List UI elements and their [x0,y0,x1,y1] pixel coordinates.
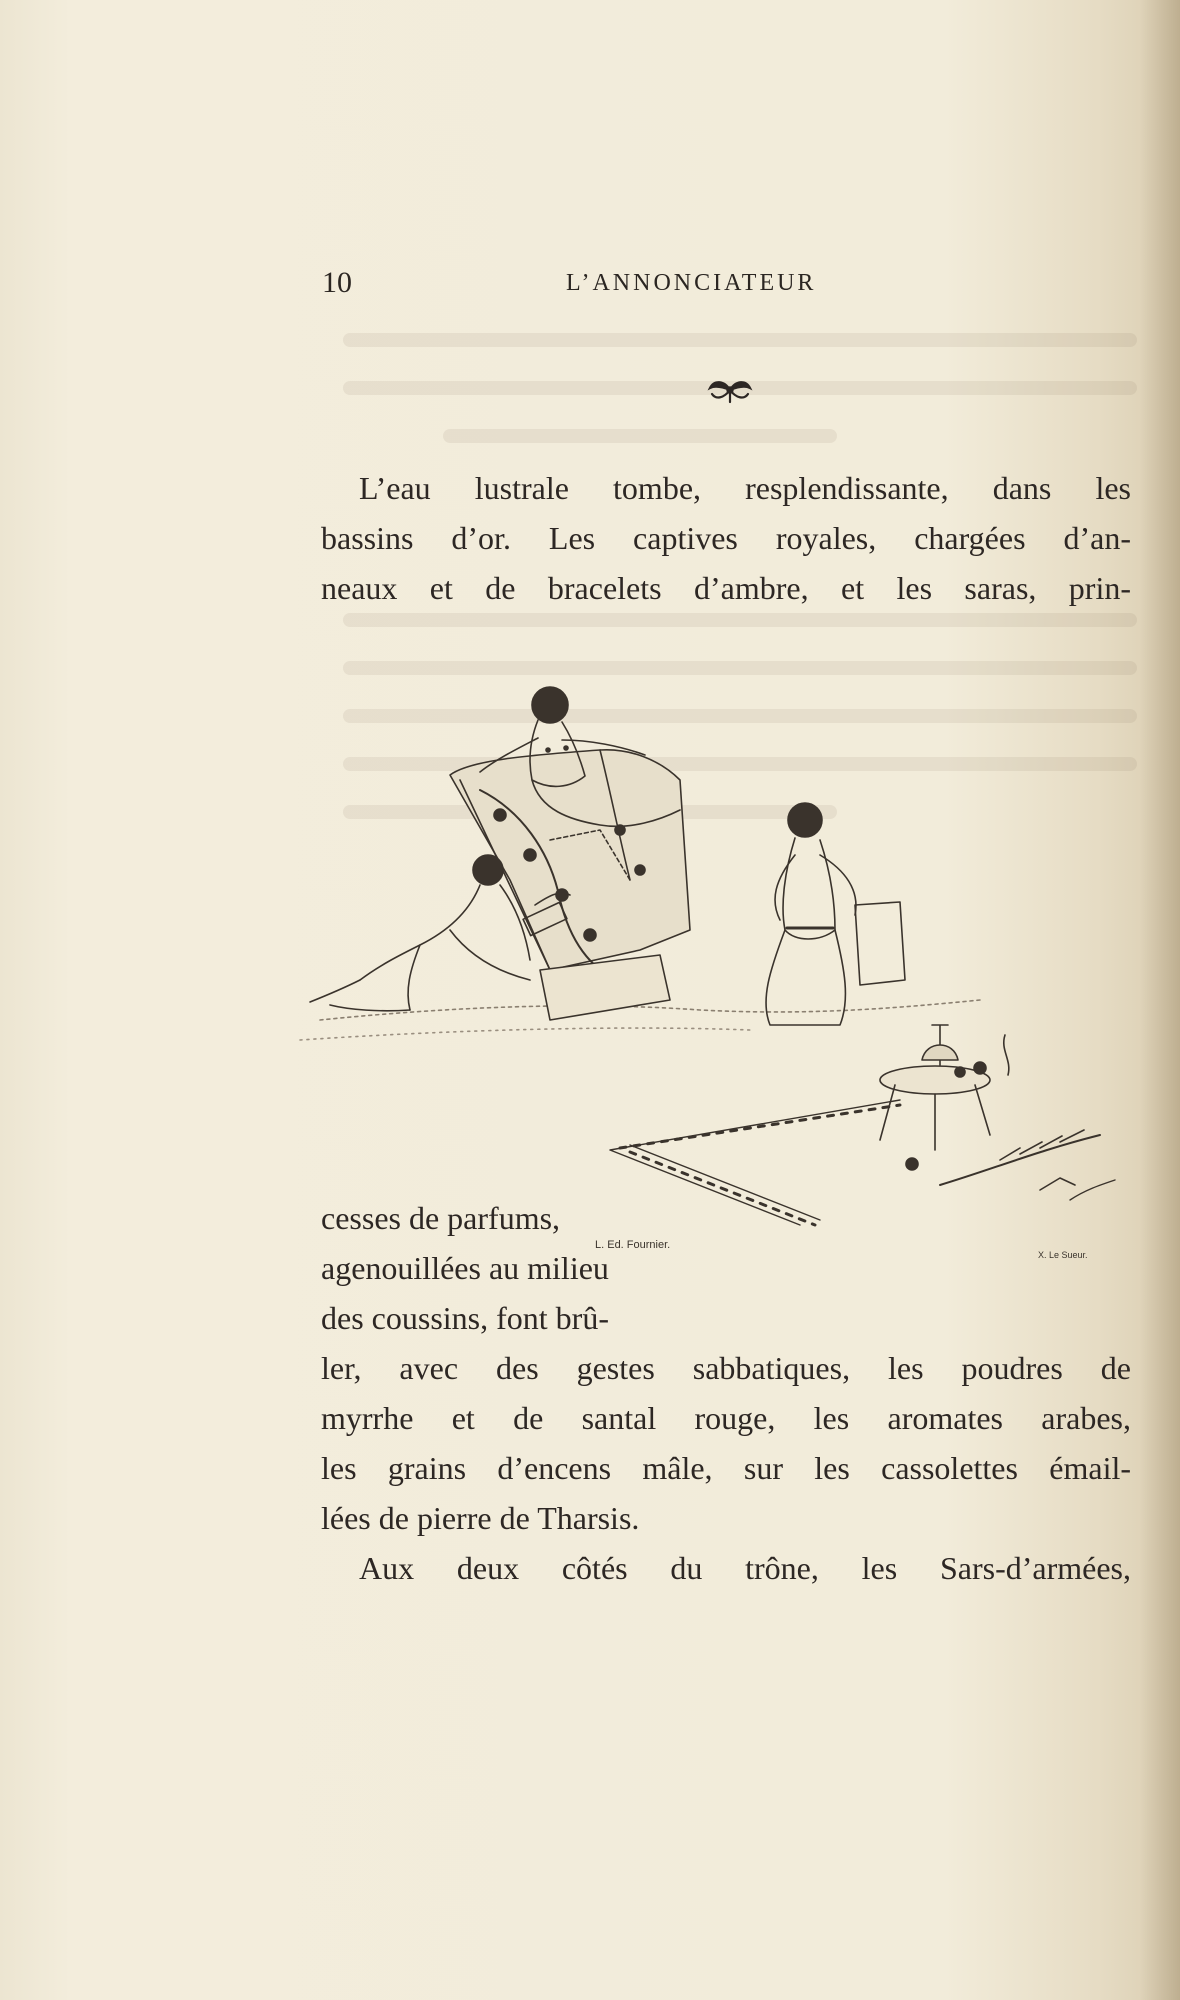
text-line-1: L’eau lustrale tombe, resplendissante, dans les [359,470,1131,506]
text-line-5: agenouillées au milieu [321,1250,609,1286]
running-head [322,266,882,306]
text-line-3: neaux et de bracelets d’ambre, et les saras, prin- [321,570,1131,606]
engraver-signature: X. Le Sueur. [1038,1250,1088,1260]
illustrator-signature: L. Ed. Fournier. [595,1239,671,1251]
harem-illustration [300,680,1150,1260]
text-line-11: Aux deux côtés du trône, les Sars-d’armées, [359,1550,1131,1586]
text-line-10: lées de pierre de Tharsis. [321,1500,640,1536]
text-line-8: myrrhe et de santal rouge, les aromates arabes, [321,1400,1131,1436]
fleuron-ornament-icon [706,376,754,404]
running-title: L’ANNONCIATEUR [566,270,817,296]
text-line-7: ler, avec des gestes sabbatiques, les poudres de [321,1350,1131,1386]
page-number: 10 [322,266,352,299]
text-line-9: les grains d’encens mâle, sur les cassolettes émail- [321,1450,1131,1486]
text-line-2: bassins d’or. Les captives royales, chargées d’an- [321,520,1131,556]
text-line-6: des coussins, font brû- [321,1300,609,1336]
text-line-4: cesses de parfums, [321,1200,561,1236]
